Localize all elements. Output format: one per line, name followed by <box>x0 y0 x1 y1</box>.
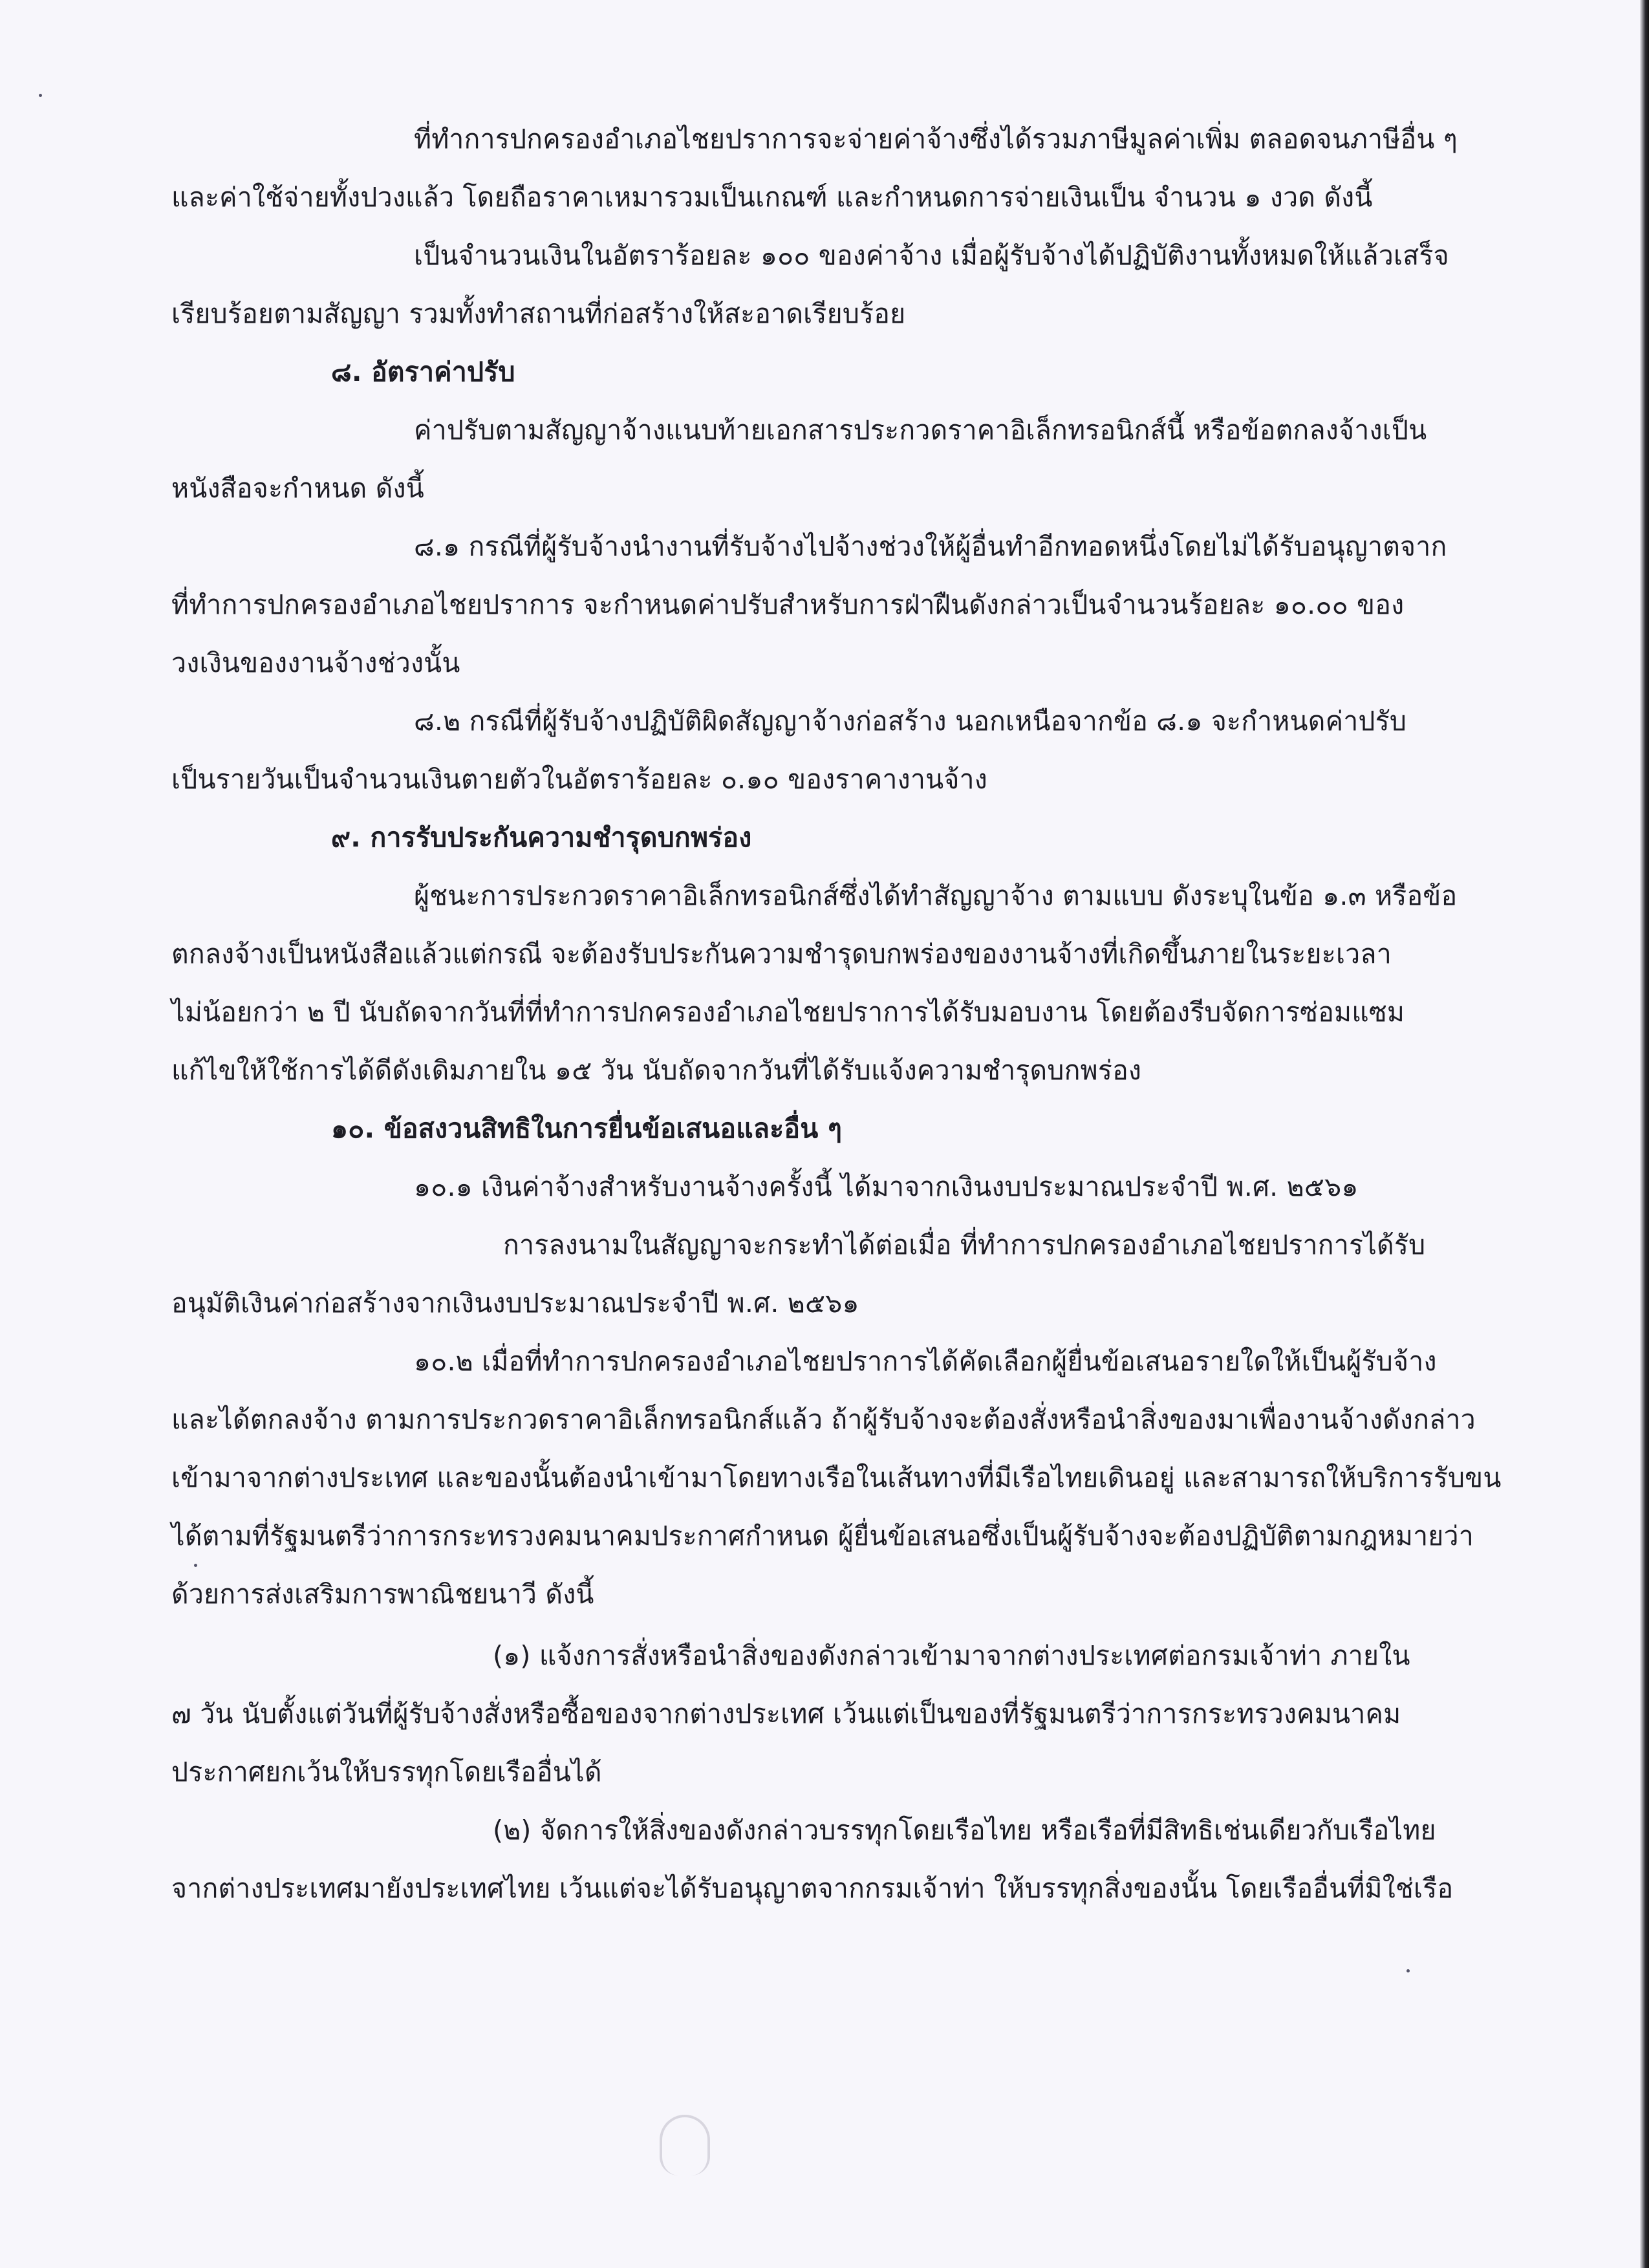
scan-speck <box>194 1564 197 1567</box>
paragraph-line: ค่าปรับตามสัญญาจ้างแนบท้ายเอกสารประกวดราคาอิเล็กทรอนิกส์นี้ หรือข้อตกลงจ้างเป็น <box>414 415 1427 446</box>
paragraph-line: และได้ตกลงจ้าง ตามการประกวดราคาอิเล็กทรอนิกส์แล้ว ถ้าผู้รับจ้างจะต้องสั่งหรือนำสิ่งของมาเพื่องานจ้างดังกล่าว <box>171 1404 1476 1435</box>
scan-edge <box>1640 0 1649 2268</box>
scan-artifact <box>660 2115 710 2176</box>
paragraph-line: ด้วยการส่งเสริมการพาณิชยนาวี ดังนี้ <box>171 1579 594 1610</box>
section-heading: ๙. การรับประกันความชำรุดบกพร่อง <box>331 822 752 853</box>
paragraph-line: และค่าใช้จ่ายทั้งปวงแล้ว โดยถือราคาเหมารวมเป็นเกณฑ์ และกำหนดการจ่ายเงินเป็น จำนวน ๑ งวด ดังนี้ <box>171 182 1373 213</box>
section-heading: ๘. อัตราค่าปรับ <box>331 356 515 387</box>
paragraph-line: ไม่น้อยกว่า ๒ ปี นับถัดจากวันที่ที่ทำการปกครองอำเภอไชยปราการได้รับมอบงาน โดยต้องรีบจัดการซ่อมแซม <box>171 997 1405 1028</box>
paragraph-line: เป็นรายวันเป็นจำนวนเงินตายตัวในอัตราร้อยละ ๐.๑๐ ของราคางานจ้าง <box>171 764 987 795</box>
paragraph-line: (๒) จัดการให้สิ่งของดังกล่าวบรรทุกโดยเรือไทย หรือเรือที่มีสิทธิเช่นเดียวกับเรือไทย <box>493 1815 1436 1846</box>
scan-speck <box>39 94 42 97</box>
paragraph-line: เรียบร้อยตามสัญญา รวมทั้งทำสถานที่ก่อสร้างให้สะอาดเรียบร้อย <box>171 298 906 329</box>
paragraph-line: ได้ตามที่รัฐมนตรีว่าการกระทรวงคมนาคมประกาศกำหนด ผู้ยื่นข้อเสนอซึ่งเป็นผู้รับจ้างจะต้องปฏิบัติตามกฎหมายว่า <box>171 1520 1474 1551</box>
paragraph-line: ๑๐.๒ เมื่อที่ทำการปกครองอำเภอไชยปราการได้คัดเลือกผู้ยื่นข้อเสนอรายใดให้เป็นผู้รับจ้าง <box>414 1346 1437 1377</box>
paragraph-line: อนุมัติเงินค่าก่อสร้างจากเงินงบประมาณประจำปี พ.ศ. ๒๕๖๑ <box>171 1288 859 1319</box>
paragraph-line: วงเงินของงานจ้างช่วงนั้น <box>171 647 460 678</box>
paragraph-line: ๑๐.๑ เงินค่าจ้างสำหรับงานจ้างครั้งนี้ ได้มาจากเงินงบประมาณประจำปี พ.ศ. ๒๕๖๑ <box>414 1171 1359 1202</box>
paragraph-line: ผู้ชนะการประกวดราคาอิเล็กทรอนิกส์ซึ่งได้ทำสัญญาจ้าง ตามแบบ ดังระบุในข้อ ๑.๓ หรือข้อ <box>414 880 1458 911</box>
paragraph-line: (๑) แจ้งการสั่งหรือนำสิ่งของดังกล่าวเข้ามาจากต่างประเทศต่อกรมเจ้าท่า ภายใน <box>493 1640 1410 1671</box>
section-heading: ๑๐. ข้อสงวนสิทธิในการยื่นข้อเสนอและอื่น ๆ <box>331 1113 843 1144</box>
paragraph-line: ๘.๑ กรณีที่ผู้รับจ้างนำงานที่รับจ้างไปจ้างช่วงให้ผู้อื่นทำอีกทอดหนึ่งโดยไม่ได้รับอนุญาตจาก <box>414 531 1447 562</box>
paragraph-line: เข้ามาจากต่างประเทศ และของนั้นต้องนำเข้ามาโดยทางเรือในเส้นทางที่มีเรือไทยเดินอยู่ และสามารถให้บริการรับขน <box>171 1462 1502 1493</box>
paragraph-line: แก้ไขให้ใช้การได้ดีดังเดิมภายใน ๑๕ วัน นับถัดจากวันที่ได้รับแจ้งความชำรุดบกพร่อง <box>171 1055 1142 1086</box>
paragraph-line: ตกลงจ้างเป็นหนังสือแล้วแต่กรณี จะต้องรับประกันความชำรุดบกพร่องของงานจ้างที่เกิดขึ้นภายในระยะเวลา <box>171 938 1392 969</box>
paragraph-line: ที่ทำการปกครองอำเภอไชยปราการ จะกำหนดค่าปรับสำหรับการฝ่าฝืนดังกล่าวเป็นจำนวนร้อยละ ๑๐.๐๐ ของ <box>171 589 1405 620</box>
paragraph-line: ที่ทำการปกครองอำเภอไชยปราการจะจ่ายค่าจ้างซึ่งได้รวมภาษีมูลค่าเพิ่ม ตลอดจนภาษีอื่น ๆ <box>414 124 1458 155</box>
paragraph-line: ๘.๒ กรณีที่ผู้รับจ้างปฏิบัติผิดสัญญาจ้างก่อสร้าง นอกเหนือจากข้อ ๘.๑ จะกำหนดค่าปรับ <box>414 706 1407 737</box>
paragraph-line: ๗ วัน นับตั้งแต่วันที่ผู้รับจ้างสั่งหรือซื้อของจากต่างประเทศ เว้นแต่เป็นของที่รัฐมนตรีว่าการกระทรวงคมนาคม <box>171 1698 1401 1729</box>
paragraph-line: เป็นจำนวนเงินในอัตราร้อยละ ๑๐๐ ของค่าจ้าง เมื่อผู้รับจ้างได้ปฏิบัติงานทั้งหมดให้แล้วเสร็จ <box>414 240 1449 271</box>
paragraph-line: การลงนามในสัญญาจะกระทำได้ต่อเมื่อ ที่ทำการปกครองอำเภอไชยปราการได้รับ <box>503 1229 1426 1260</box>
paragraph-line: หนังสือจะกำหนด ดังนี้ <box>171 473 424 504</box>
scan-speck <box>1406 1969 1410 1972</box>
paragraph-line: จากต่างประเทศมายังประเทศไทย เว้นแต่จะได้รับอนุญาตจากกรมเจ้าท่า ให้บรรทุกสิ่งของนั้น โดยเรืออื่นที่มิใช่เรือ <box>171 1873 1454 1904</box>
paragraph-line: ประกาศยกเว้นให้บรรทุกโดยเรืออื่นได้ <box>171 1756 602 1787</box>
